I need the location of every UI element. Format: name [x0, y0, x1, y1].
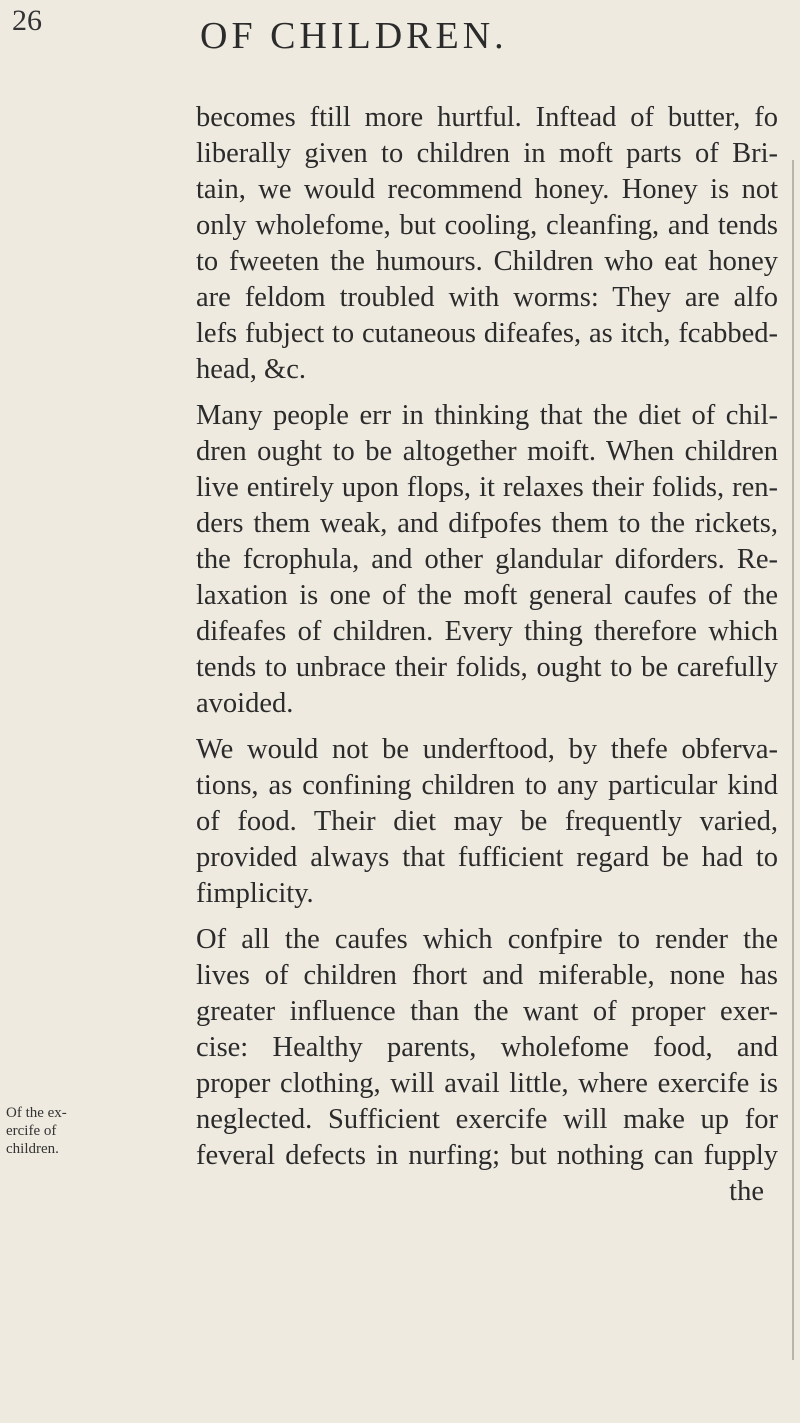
paragraph-observations — [196, 732, 778, 912]
text-line: are feldom troubled with worms: They are alfo — [196, 282, 778, 313]
page-number: 26 — [12, 4, 42, 37]
text-line: lives of children fhort and miferable, none has — [196, 960, 778, 991]
text-line: tends to unbrace their folids, ought to be carefully — [196, 652, 778, 683]
text-line: difeafes of children. Every thing therefore which — [196, 616, 778, 647]
text-line: lefs fubject to cutaneous difeafes, as itch, fcabbed- — [196, 318, 778, 349]
text-line: ders them weak, and difpofes them to the rickets, — [196, 508, 778, 539]
margin-note-line: ercife of — [6, 1123, 57, 1139]
text-line: liberally given to children in moft parts of Bri- — [196, 138, 778, 169]
paragraph-gap — [196, 388, 778, 398]
text-line: provided always that fufficient regard be had to — [196, 842, 778, 873]
text-line: Of all the caufes which confpire to render the — [196, 924, 778, 955]
margin-note-line: Of the ex- — [6, 1105, 67, 1121]
text-line: Many people err in thinking that the diet of chil- — [196, 400, 778, 431]
text-line: live entirely upon flops, it relaxes their folids, ren- — [196, 472, 778, 503]
text-line: avoided. — [196, 688, 294, 719]
text-line: cise: Healthy parents, wholefome food, and — [196, 1032, 778, 1063]
body-text — [196, 100, 778, 1210]
text-line: of food. Their diet may be frequently varied, — [196, 806, 778, 837]
text-line: becomes ftill more hurtful. Inftead of butter, fo — [196, 102, 778, 133]
text-line: dren ought to be altogether moift. When children — [196, 436, 778, 467]
text-line: proper clothing, will avail little, where exercife is — [196, 1068, 778, 1099]
text-line: tain, we would recommend honey. Honey is not — [196, 174, 778, 205]
paragraph-moist-diet — [196, 398, 778, 722]
text-line: We would not be underftood, by thefe obferva- — [196, 734, 778, 765]
text-line: neglected. Sufficient exercife will make up for — [196, 1104, 778, 1135]
text-line: greater influence than the want of proper exer- — [196, 996, 778, 1027]
running-head: OF CHILDREN. — [200, 15, 508, 57]
paragraph-gap — [196, 912, 778, 922]
text-line: only wholefome, but cooling, cleanfing, and tends — [196, 210, 778, 241]
text-line: tions, as confining children to any particular kind — [196, 770, 778, 801]
paragraph-exercise — [196, 922, 778, 1174]
text-line: the fcrophula, and other glandular diforders. Re- — [196, 544, 778, 575]
margin-note-line: children. — [6, 1141, 59, 1157]
margin-note — [6, 1104, 90, 1158]
text-line: fimplicity. — [196, 878, 314, 909]
text-line: laxation is one of the moft general caufes of the — [196, 580, 778, 611]
text-line: feveral defects in nurfing; but nothing can fupply — [196, 1140, 778, 1171]
paragraph-gap — [196, 722, 778, 732]
page-edge-rule — [792, 160, 794, 1360]
catchword: the — [729, 1176, 764, 1207]
paragraph-honey — [196, 100, 778, 388]
text-line: head, &c. — [196, 354, 306, 385]
text-line: to fweeten the humours. Children who eat honey — [196, 246, 778, 277]
